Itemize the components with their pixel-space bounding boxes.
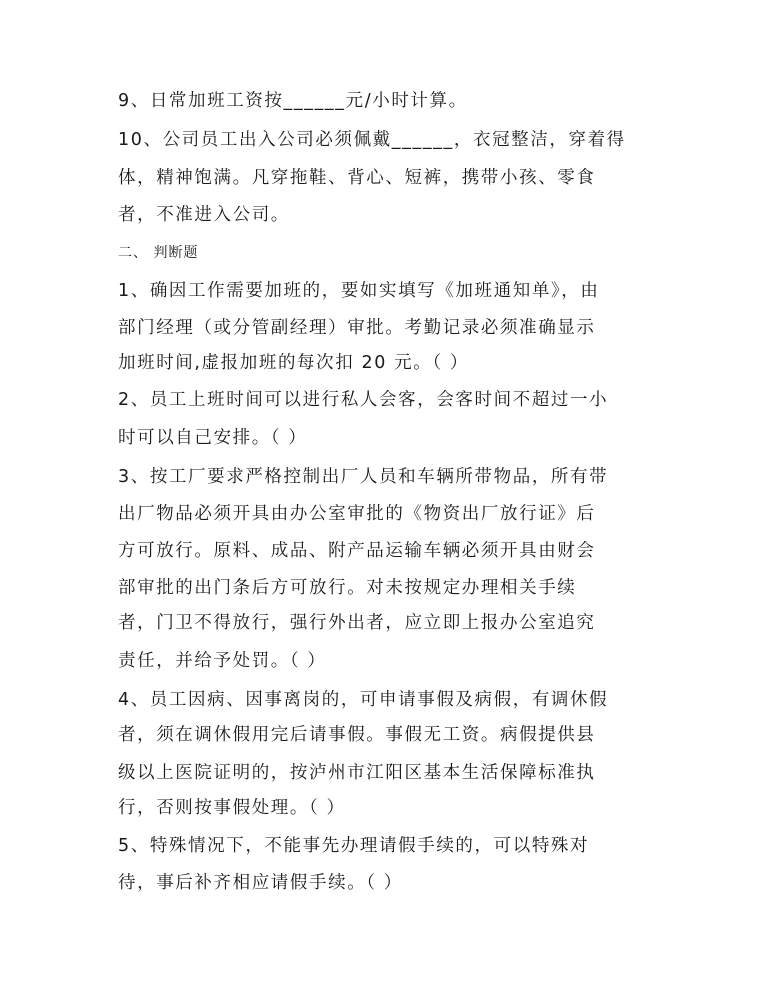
- judgment-question-3: 3、按工厂要求严格控制出厂人员和车辆所带物品，所有带: [118, 467, 609, 487]
- judgment-question-3-continuation: 者，门卫不得放行，强行外出者，应立即上报办公室追究: [118, 613, 596, 633]
- judgment-question-3-continuation: 责任，并给予处罚。（ ）: [118, 651, 327, 671]
- judgment-question-5: 5、特殊情况下，不能事先办理请假手续的，可以特殊对: [118, 836, 590, 856]
- judgment-question-1-continuation: 加班时间,虚报加班的每次扣 20 元。（ ）: [118, 353, 469, 373]
- judgment-question-4: 4、员工因病、因事离岗的，可申请事假及病假，有调休假: [118, 690, 609, 710]
- judgment-question-5-continuation: 待，事后补齐相应请假手续。（ ）: [118, 873, 403, 893]
- judgment-question-4-continuation: 者，须在调休假用完后请事假。事假无工资。病假提供县: [118, 725, 596, 745]
- judgment-question-3-continuation: 方可放行。原料、成品、附产品运输车辆必须开具由财会: [118, 541, 596, 561]
- question-9-fill-in: 9、日常加班工资按______元/小时计算。: [118, 91, 468, 111]
- judgment-question-4-continuation: 行，否则按事假处理。（ ）: [118, 798, 346, 818]
- judgment-question-1: 1、确因工作需要加班的，要如实填写《加班通知单》，由: [118, 281, 600, 301]
- question-10-continuation: 者，不准进入公司。: [118, 205, 290, 225]
- judgment-question-1-continuation: 部门经理（或分管副经理）审批。考勤记录必须准确显示: [118, 318, 596, 338]
- judgment-question-2: 2、员工上班时间可以进行私人会客，会客时间不超过一小: [118, 390, 609, 410]
- judgment-question-3-continuation: 部审批的出门条后方可放行。对未按规定办理相关手续: [118, 578, 577, 598]
- question-10-continuation: 体，精神饱满。凡穿拖鞋、背心、短裤，携带小孩、零食: [118, 168, 596, 188]
- judgment-question-2-continuation: 时可以自己安排。（ ）: [118, 428, 308, 448]
- question-10-fill-in: 10、公司员工出入公司必须佩戴______，衣冠整洁，穿着得: [118, 130, 626, 150]
- judgment-question-4-continuation: 级以上医院证明的，按泸州市江阳区基本生活保障标准执: [118, 763, 596, 783]
- judgment-question-3-continuation: 出厂物品必须开具由办公室审批的《物资出厂放行证》后: [118, 504, 596, 524]
- section-heading-judgment: 二、 判断题: [118, 245, 199, 261]
